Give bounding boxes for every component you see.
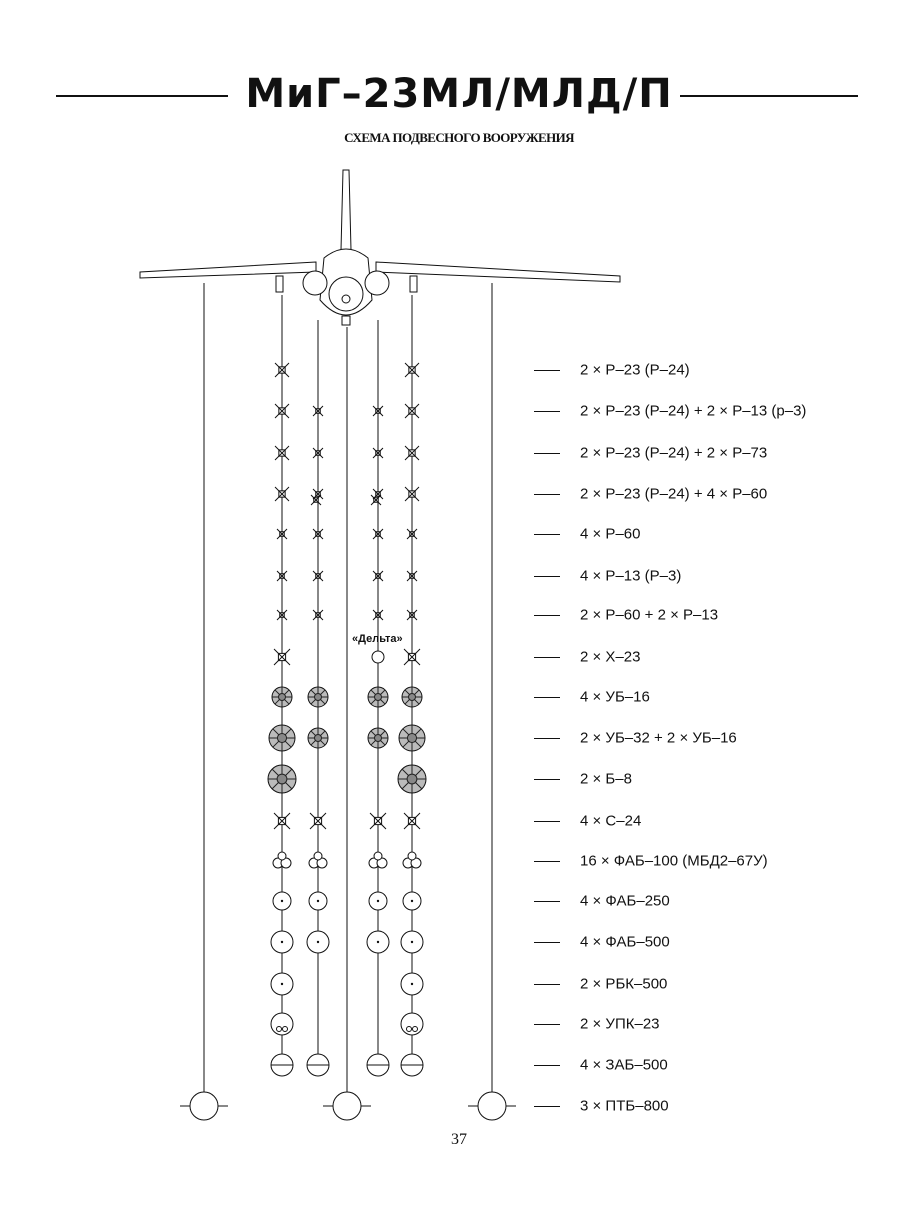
loadout-label: 4 × УБ–16 (580, 688, 650, 706)
rocket-pod-ub16-icon (368, 728, 388, 748)
loadout-label: 4 × ФАБ–500 (580, 933, 670, 951)
incendiary-zab500-icon (307, 1054, 329, 1076)
bomb-fab100-icon (314, 852, 322, 860)
loadout-label: 2 × Р–60 + 2 × Р–13 (580, 606, 719, 624)
drop-tank-icon (180, 1092, 228, 1120)
loadout-label: 4 × ФАБ–250 (580, 892, 670, 910)
page-number: 37 (451, 1131, 467, 1148)
bomb-fab250-icon (403, 892, 421, 910)
page-title: МиГ–23МЛ/МЛД/П (245, 71, 673, 117)
nose-radome (329, 277, 363, 311)
loadout-label: 4 × ЗАБ–500 (580, 1056, 668, 1074)
air-intake-right (365, 271, 389, 295)
loadout-label: 2 × Р–23 (Р–24) + 2 × Р–13 (р–3) (580, 402, 807, 420)
loadout-dash (534, 984, 560, 985)
loadout-dash (534, 534, 560, 535)
rocket-pod-b8-icon (268, 765, 296, 793)
loadout-dash (534, 1106, 560, 1107)
rocket-pod-ub16-icon (368, 687, 388, 707)
bomb-fab500-icon (367, 931, 389, 953)
loadout-dash (534, 453, 560, 454)
rocket-pod-ub32-icon (399, 725, 425, 751)
loadout-dash (534, 779, 560, 780)
page-subtitle: СХЕМА ПОДВЕСНОГО ВООРУЖЕНИЯ (344, 130, 574, 145)
loadout-dash (534, 494, 560, 495)
loadout-label: 2 × РБК–500 (580, 975, 668, 993)
drop-tank-icon (323, 1092, 371, 1120)
loadout-label: 4 × С–24 (580, 812, 642, 830)
loadout-label: 2 × УБ–32 + 2 × УБ–16 (580, 729, 737, 747)
loadout-dash (534, 576, 560, 577)
cluster-rbk500-icon (401, 973, 423, 995)
drop-tank-icon (468, 1092, 516, 1120)
loadout-dash (534, 821, 560, 822)
loadout-label: 2 × Р–23 (Р–24) + 2 × Р–73 (580, 444, 768, 462)
air-intake-left (303, 271, 327, 295)
bomb-fab100-icon (374, 852, 382, 860)
loadout-label: 2 × УПК–23 (580, 1015, 660, 1033)
loadout-label: 16 × ФАБ–100 (МБД2–67У) (580, 852, 768, 870)
loadout-label: 2 × Р–23 (Р–24) (580, 361, 690, 379)
landing-gear-right (410, 276, 417, 292)
rocket-pod-ub32-icon (269, 725, 295, 751)
loadout-dash (534, 738, 560, 739)
bomb-fab500-icon (271, 931, 293, 953)
loadout-dash (534, 411, 560, 412)
incendiary-zab500-icon (401, 1054, 423, 1076)
loadout-label: 2 × Б–8 (580, 770, 632, 788)
loadout-label: 2 × Р–23 (Р–24) + 4 × Р–60 (580, 485, 768, 503)
bomb-fab250-icon (309, 892, 327, 910)
stores-layer (180, 363, 516, 1120)
bomb-fab250-icon (369, 892, 387, 910)
loadout-dash (534, 657, 560, 658)
bomb-fab100-icon (408, 852, 416, 860)
loadout-dash (534, 942, 560, 943)
bomb-fab500-icon (307, 931, 329, 953)
bomb-fab100-icon (278, 852, 286, 860)
rocket-pod-ub16-icon (272, 687, 292, 707)
aircraft-front-view (140, 170, 620, 325)
hardpoint-lines (204, 283, 492, 1096)
delta-annotation: «Дельта» (352, 633, 403, 645)
bomb-fab500-icon (401, 931, 423, 953)
loadout-label: 2 × Х–23 (580, 648, 641, 666)
gun-pod-upk23-icon (271, 1013, 293, 1035)
loadout-dash (534, 615, 560, 616)
loadout-label: 4 × Р–13 (Р–3) (580, 567, 682, 585)
loadout-label: 3 × ПТБ–800 (580, 1097, 669, 1115)
loadout-label: 4 × Р–60 (580, 525, 641, 543)
loadout-dash (534, 1024, 560, 1025)
incendiary-zab500-icon (367, 1054, 389, 1076)
loadout-dash (534, 901, 560, 902)
cluster-rbk500-icon (271, 973, 293, 995)
loadout-dash (534, 1065, 560, 1066)
landing-gear-left (276, 276, 283, 292)
rocket-pod-b8-icon (398, 765, 426, 793)
loadout-dash (534, 370, 560, 371)
loadout-dash (534, 697, 560, 698)
bomb-fab250-icon (273, 892, 291, 910)
tail-fin (341, 170, 351, 250)
rocket-pod-ub16-icon (308, 728, 328, 748)
left-wing (140, 262, 316, 278)
incendiary-zab500-icon (271, 1054, 293, 1076)
delta-pod-icon (372, 651, 384, 663)
gun-pod-upk23-icon (401, 1013, 423, 1035)
loadout-dash (534, 861, 560, 862)
rocket-pod-ub16-icon (402, 687, 422, 707)
rocket-pod-ub16-icon (308, 687, 328, 707)
